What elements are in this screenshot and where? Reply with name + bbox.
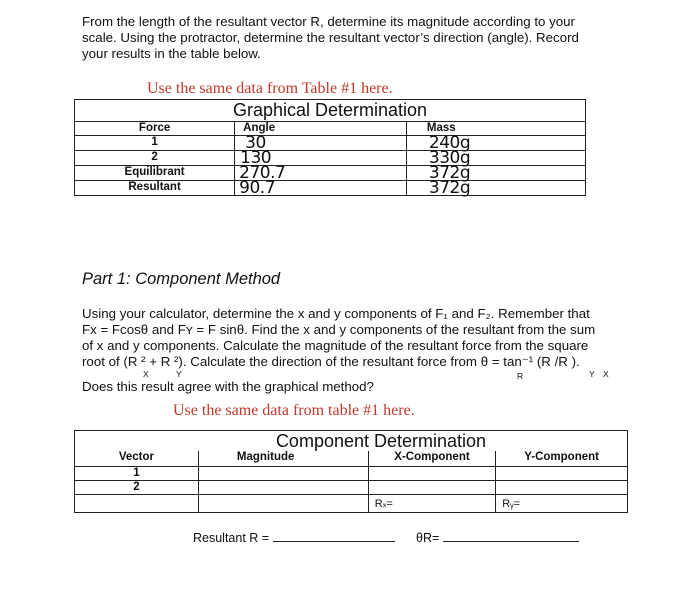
resultant-r bbox=[193, 529, 395, 545]
part1-line-4: root of (R ² + R ²). Calculate the direction of the resultant force from θ = tan⁻¹ (R /R ). bbox=[82, 354, 580, 369]
vector-row-2-y bbox=[496, 480, 628, 494]
force-row-1-mass: 240g bbox=[406, 136, 585, 151]
part1-heading: Part 1: Component Method bbox=[82, 270, 281, 288]
force-row-1-label: 1 bbox=[75, 136, 235, 151]
intro-line-3: your results in the table below. bbox=[82, 46, 261, 61]
ry-cell: Rᵧ= bbox=[496, 494, 628, 512]
col-angle-header: Angle bbox=[235, 122, 407, 136]
vector-row-2-magnitude bbox=[198, 480, 368, 494]
part1-line-1: Using your calculator, determine the x and y components of F₁ and F₂. Remember that bbox=[82, 306, 590, 321]
sum-row-blank-1 bbox=[75, 494, 199, 512]
vector-row-1-magnitude bbox=[198, 466, 368, 480]
vector-row-2-label: 2 bbox=[75, 480, 199, 494]
col-vector-header: Vector bbox=[75, 451, 199, 466]
vector-row-2-x bbox=[368, 480, 495, 494]
col-force-header: Force bbox=[75, 122, 235, 136]
subscript-ry: Y bbox=[589, 369, 595, 379]
force-row-resultant-angle: 90.7 bbox=[235, 181, 407, 196]
subscript-x: X bbox=[143, 369, 149, 379]
subscript-rx: X bbox=[603, 369, 609, 379]
col-magnitude-header: Magnitude bbox=[198, 451, 368, 466]
table2-note: Use the same data from table #1 here. bbox=[173, 402, 415, 419]
force-row-2-label: 2 bbox=[75, 151, 235, 166]
vector-row-1-x bbox=[368, 466, 495, 480]
force-row-2-mass: 330g bbox=[406, 151, 585, 166]
resultant-r-blank[interactable] bbox=[273, 529, 395, 542]
force-row-1-angle: 30 bbox=[235, 136, 407, 151]
vector-row-1-y bbox=[496, 466, 628, 480]
component-table-title: Component Determination bbox=[75, 431, 628, 452]
resultant-theta bbox=[416, 529, 579, 545]
force-row-equilibrant-label: Equilibrant bbox=[75, 166, 235, 181]
sum-row-blank-2 bbox=[198, 494, 368, 512]
vector-row-1-label: 1 bbox=[75, 466, 199, 480]
resultant-theta-label: θR= bbox=[416, 531, 440, 545]
table1-note: Use the same data from Table #1 here. bbox=[147, 80, 393, 97]
force-row-resultant-label: Resultant bbox=[75, 181, 235, 196]
intro-line-1: From the length of the resultant vector R, determine its magnitude according to your bbox=[82, 14, 575, 29]
intro-paragraph bbox=[82, 14, 579, 62]
graphical-table-title: Graphical Determination bbox=[75, 100, 586, 122]
resultant-theta-blank[interactable] bbox=[443, 529, 579, 542]
subscript-y: Y bbox=[176, 369, 182, 379]
part1-line-2: Fx = Fcosθ and Fʏ = F sinθ. Find the x and y components of the resultant from the sum bbox=[82, 322, 596, 337]
resultant-r-label: Resultant R = bbox=[193, 531, 270, 545]
force-row-2-angle: 130 bbox=[235, 151, 407, 166]
col-y-component-header: Y-Component bbox=[496, 451, 628, 466]
intro-line-2: scale. Using the protractor, determine the resultant vector’s direction (angle). Record bbox=[82, 30, 579, 45]
rx-cell: Rₓ= bbox=[368, 494, 495, 512]
component-table bbox=[74, 430, 628, 513]
graphical-table bbox=[74, 99, 586, 196]
force-row-equilibrant-mass: 372g bbox=[406, 166, 585, 181]
part1-paragraph bbox=[82, 306, 595, 370]
part1-question: Does this result agree with the graphical method? bbox=[82, 379, 374, 394]
col-x-component-header: X-Component bbox=[368, 451, 495, 466]
force-row-resultant-mass: 372g bbox=[406, 181, 585, 196]
col-mass-header: Mass bbox=[406, 122, 585, 136]
force-row-equilibrant-angle: 270.7 bbox=[235, 166, 407, 181]
subscript-r: R bbox=[517, 371, 524, 381]
part1-line-3: of x and y components. Calculate the magnitude of the resultant force from the square bbox=[82, 338, 589, 353]
